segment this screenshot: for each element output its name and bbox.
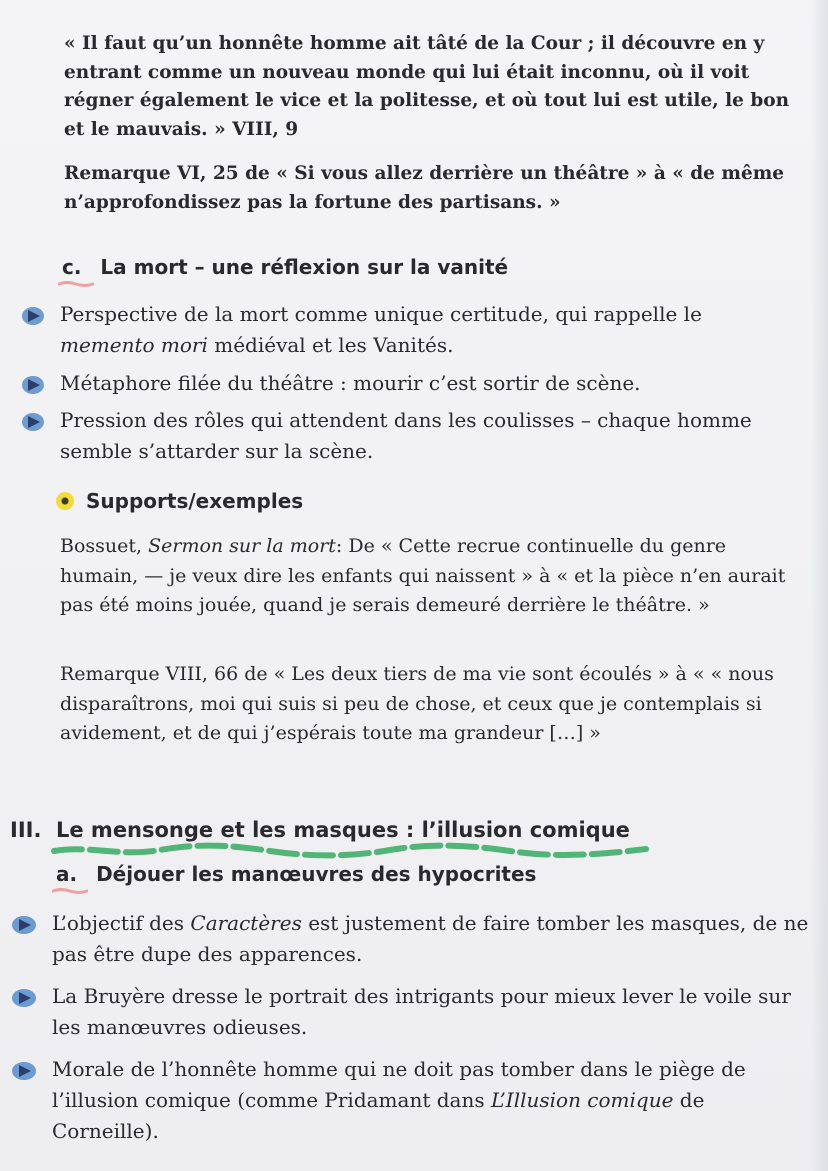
bullet-objectif-caracteres: L’objectif des Caractères est justement de faire tomber les masques, de ne pas être dupe des apparences.	[52, 908, 812, 970]
section-c-title: La mort – une réflexion sur la vanité	[100, 255, 509, 279]
arrow-marker-icon	[12, 987, 38, 1009]
bullet-morale-honnete-homme: Morale de l’honnête homme qui ne doit pas tomber dans le piège de l’illusion comique (comme Pridamant dans L’Illusion comique de Corneille).	[52, 1054, 812, 1147]
section-a-title: Déjouer les manœuvres des hypocrites	[96, 862, 537, 886]
bullet-pression-roles: Pression des rôles qui attendent dans les coulisses – chaque homme semble s’attarder sur la scène.	[60, 405, 800, 467]
yellow-dot-icon	[56, 492, 74, 510]
red-underline-mark	[58, 281, 94, 287]
remark-viii-66: Remarque VIII, 66 de « Les deux tiers de ma vie sont écoulés » à « « nous disparaîtrons, moi qui suis si peu de chose, et ceux que je contemplais si avidement, et de qui j’espérais toute ma grandeur […] »	[60, 663, 774, 744]
section-iii-numeral: III.	[10, 818, 42, 842]
arrow-marker-icon	[12, 1060, 38, 1082]
page-edge-shadow	[810, 0, 828, 1171]
section-iii-heading	[10, 818, 630, 842]
section-a-letter: a.	[56, 862, 77, 886]
section-c-letter: c.	[62, 255, 81, 279]
green-underline-mark	[50, 842, 650, 860]
remark-vi-25: Remarque VI, 25 de « Si vous allez derrière un théâtre » à « de même n’approfondissez pas la fortune des partisans. »	[64, 163, 785, 213]
supports-heading: Supports/exemples	[56, 489, 303, 513]
section-iii-title: Le mensonge et les masques : l’illusion comique	[56, 818, 630, 842]
red-underline-mark	[52, 888, 88, 894]
arrow-marker-icon	[12, 914, 38, 936]
bullet-portrait-intrigants: La Bruyère dresse le portrait des intrigants pour mieux lever le voile sur les manœuvres odieuses.	[52, 981, 812, 1043]
section-a-heading	[56, 862, 536, 886]
arrow-marker-icon	[22, 305, 46, 327]
quote-cour: « Il faut qu’un honnête homme ait tâté de la Cour ; il découvre en y entrant comme un nouveau monde qui lui était inconnu, où il voit régner également le vice et la politesse, et où tout lui est utile, le bon et le mauvais. » VIII, 9	[64, 33, 790, 140]
arrow-marker-icon	[22, 411, 46, 433]
section-c-heading	[62, 255, 508, 279]
bullet-mort-certitude: Perspective de la mort comme unique certitude, qui rappelle le memento mori médiéval et les Vanités.	[60, 299, 800, 361]
arrow-marker-icon	[22, 374, 46, 396]
bossuet-paragraph: Bossuet, Sermon sur la mort: De « Cette recrue continuelle du genre humain, — je veux dire les enfants qui naissent » à « et la pièce n’en aurait pas été moins jouée, quand je serais demeuré derrière le théâtre. »	[60, 535, 786, 616]
bullet-metaphore-theatre: Métaphore filée du théâtre : mourir c’est sortir de scène.	[60, 368, 800, 399]
